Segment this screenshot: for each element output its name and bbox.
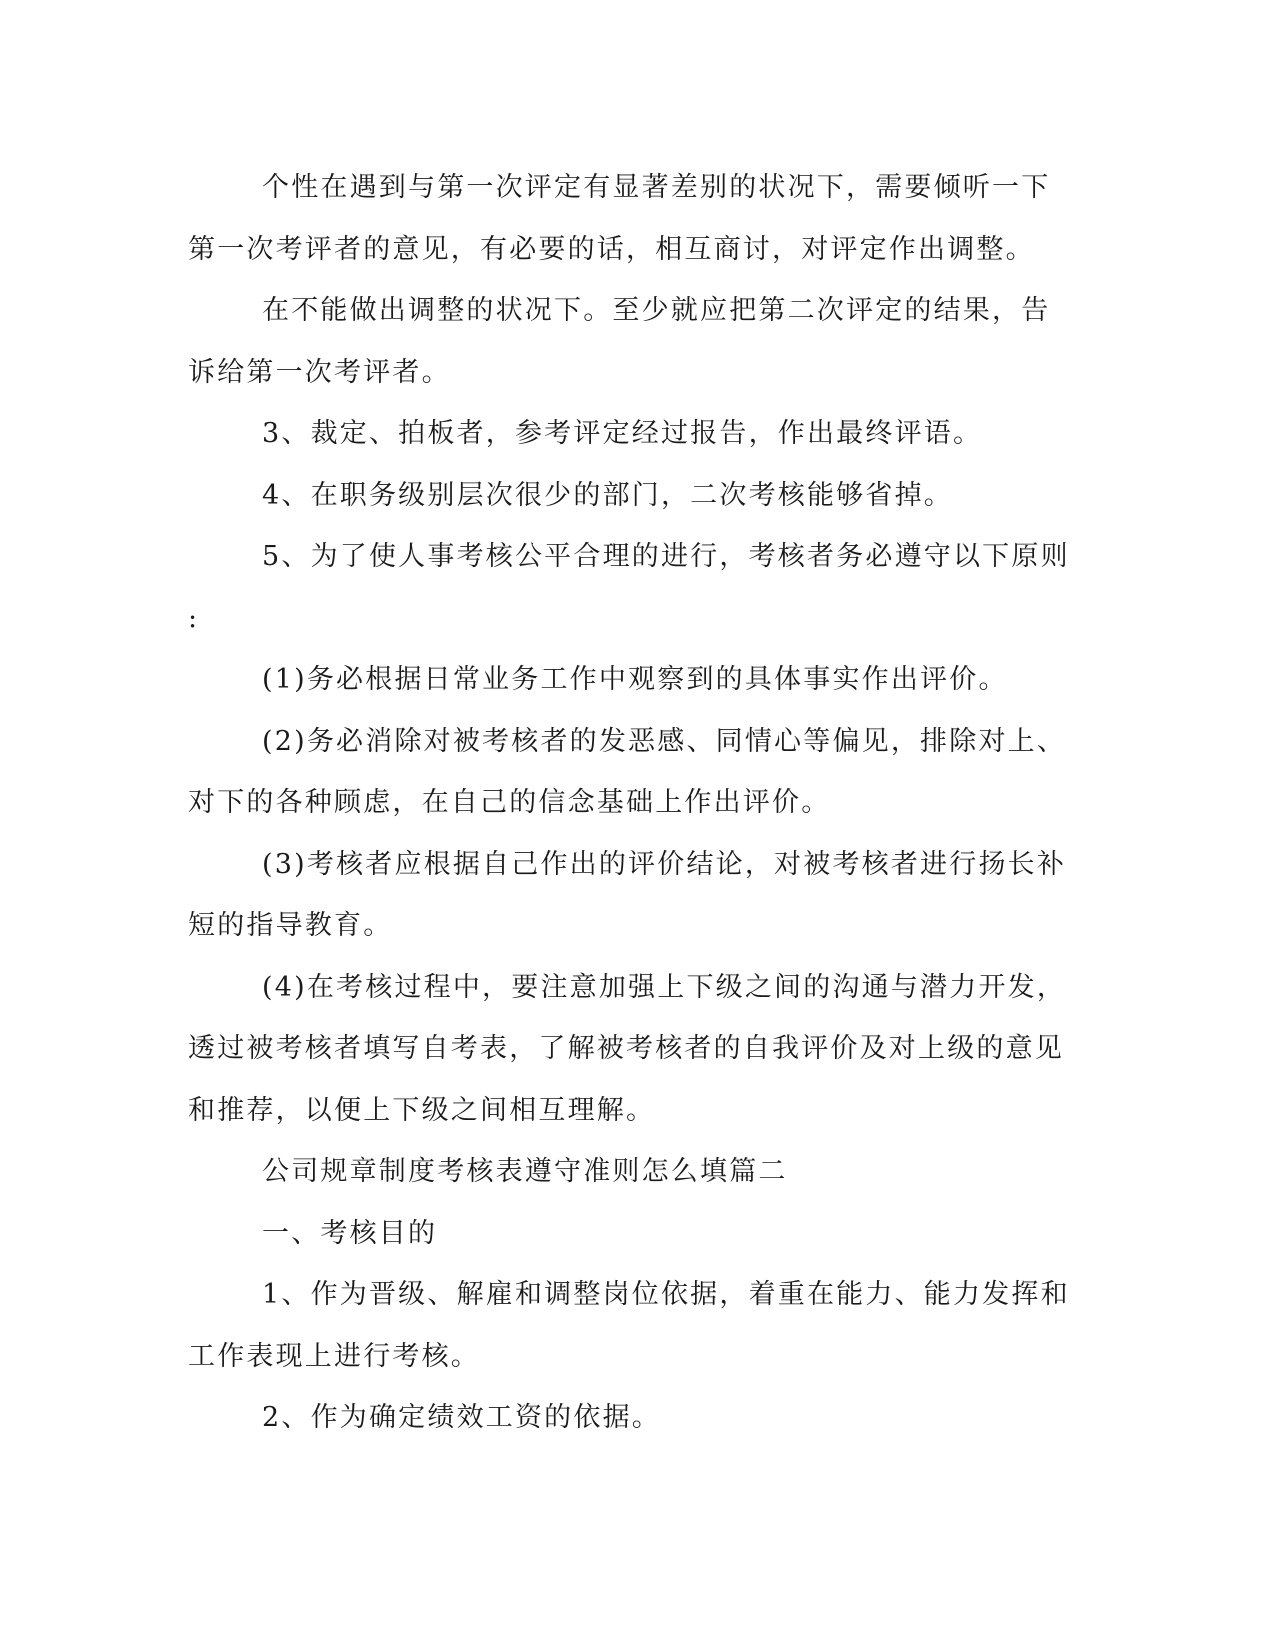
paragraph: 在不能做出调整的状况下。至少就应把第二次评定的结果，告诉给第一次考评者。 <box>188 295 1051 388</box>
subsection-heading: 一、考核目的 <box>262 1217 438 1249</box>
paragraph: 5、为了使人事考核公平合理的进行，考核者务必遵守以下原则 <box>262 541 1070 572</box>
paragraph: 4、在职务级别层次很少的部门，二次考核能够省掉。 <box>262 479 953 511</box>
paragraph: 1、作为晋级、解雇和调整岗位依据，着重在能力、能力发挥和工作表现上进行考核。 <box>188 1279 1070 1372</box>
paragraph: (2)务必消除对被考核者的发恶感、同情心等偏见，排除对上、对下的各种顾虑，在自己的信念基础上作出评价。 <box>188 725 1067 818</box>
section-heading: 公司规章制度考核表遵守准则怎么填篇二 <box>262 1156 788 1187</box>
paragraph: 个性在遇到与第一次评定有显著差别的状况下，需要倾听一下第一次考评者的意见，有必要的话，相互商讨，对评定作出调整。 <box>188 172 1051 265</box>
document-body <box>188 157 1076 1449</box>
paragraph: 3、裁定、拍板者，参考评定经过报告，作出最终评语。 <box>262 418 983 449</box>
paragraph-colon: : <box>188 602 200 634</box>
paragraph: (1)务必根据日常业务工作中观察到的具体事实作出评价。 <box>262 664 1008 695</box>
paragraph: 2、作为确定绩效工资的依据。 <box>262 1402 661 1433</box>
paragraph: (4)在考核过程中，要注意加强上下级之间的沟通与潜力开发，透过被考核者填写自考表，了解被考核者的自我评价及对上级的意见和推荐，以便上下级之间相互理解。 <box>188 971 1067 1126</box>
paragraph: (3)考核者应根据自己作出的评价结论，对被考核者进行扬长补短的指导教育。 <box>188 848 1067 941</box>
